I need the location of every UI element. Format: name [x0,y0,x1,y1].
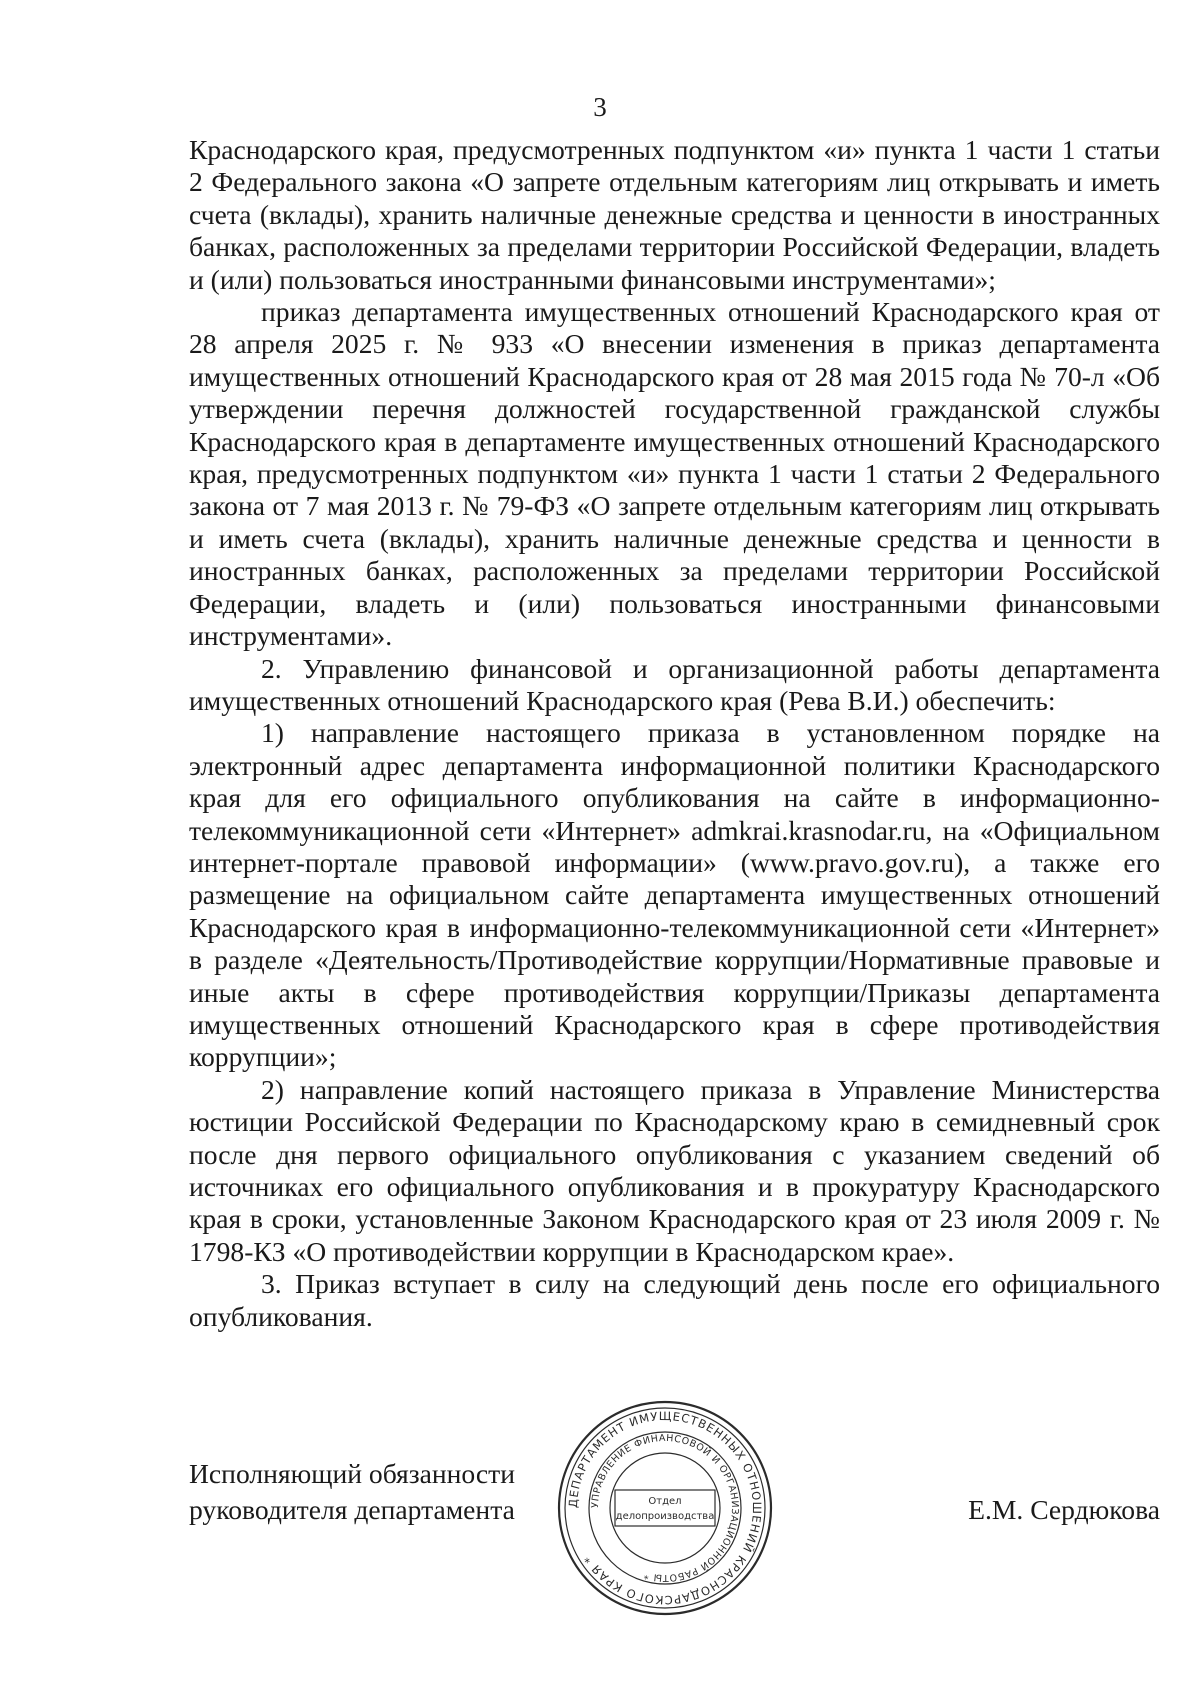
stamp-middle-text: УПРАВЛЕНИЕ ФИНАНСОВОЙ И ОРГАНИЗАЦИОННОЙ РАБОТЫ * [589,1432,741,1584]
paragraph-item-2: 2. Управлению финансовой и организационной работы департамента имущественных отношений Краснодарского края (Рева В.И.) обеспечить: [189,652,1160,716]
official-stamp [555,1398,775,1618]
signer-position-line-1: Исполняющий обязанности [189,1458,515,1489]
paragraph-order-933: приказ департамента имущественных отношений Краснодарского края от 28 апреля 2025 г. № 933 «О внесении изменения в приказ департамента имущественных отношений Краснодарского края от 28 мая 2015 года № 70-л «Об утверждении перечня должностей государственной гражданской службы Краснодарского края в департаменте имущественных отношений Краснодарского края, предусмотренных подпунктом «и» пункта 1 части 1 статьи 2 Федерального закона от 7 мая 2013 г. № 79-ФЗ «О запрете отдельным категориям лиц открывать и иметь счета (вклады), хранить наличные денежные средства и ценности в иностранных банках, расположенных за пределами территории Российской Федерации, владеть и (или) пользоваться иностранными финансовыми инструментами». [189,296,1160,652]
signer-position [189,1456,515,1528]
paragraph-subitem-1: 1) направление настоящего приказа в установленном порядке на электронный адрес департамента информационной политики Краснодарского края для его официального опубликования на сайте в информационно-телекоммуникационной сети «Интернет» admkrai.krasnodar.ru, на «Официальном интернет-портале правовой информации» (www.pravo.gov.ru), а также его размещение на официальном сайте департамента имущественных отношений Краснодарского края в информационно-телекоммуникационной сети «Интернет» в разделе «Деятельность/Противодействие коррупции/Нормативные правовые и иные акты в сфере противодействия коррупции/Приказы департамента имущественных отношений Краснодарского края в сфере противодействия коррупции»; [189,717,1160,1073]
signer-position-line-2: руководителя департамента [189,1494,515,1525]
stamp-outer-text: ДЕПАРТАМЕНТ ИМУЩЕСТВЕННЫХ ОТНОШЕНИЙ КРАСНОДАРСКОГО КРАЯ * [565,1408,765,1608]
page-number: 3 [593,92,607,122]
stamp-center-line-1: Отдел [648,1496,682,1507]
stamp-center-line-2: делопроизводства [615,1511,715,1522]
paragraph-item-3: 3. Приказ вступает в силу на следующий день после его официального опубликования. [189,1268,1160,1332]
paragraph-subitem-2: 2) направление копий настоящего приказа в Управление Министерства юстиции Российской Федерации по Краснодарскому краю в семидневный срок после дня первого официального опубликования с указанием сведений об источниках его официального опубликования и в прокуратуру Краснодарского края в сроки, установленные Законом Краснодарского края от 23 июля 2009 г. № 1798-КЗ «О противодействии коррупции в Краснодарском крае». [189,1073,1160,1267]
svg-text:УПРАВЛЕНИЕ ФИНАНСОВОЙ И ОРГАНИ [590,1433,740,1583]
paragraph-continuation: Краснодарского края, предусмотренных подпунктом «и» пункта 1 части 1 статьи 2 Федерального закона «О запрете отдельным категориям лиц открывать и иметь счета (вклады), хранить наличные денежные средства и ценности в иностранных банках, расположенных за пределами территории Российской Федерации, владеть и (или) пользоваться иностранными финансовыми инструментами»; [189,134,1160,295]
document-body [189,134,1160,1333]
signer-name: Е.М. Сердюкова [968,1494,1160,1525]
